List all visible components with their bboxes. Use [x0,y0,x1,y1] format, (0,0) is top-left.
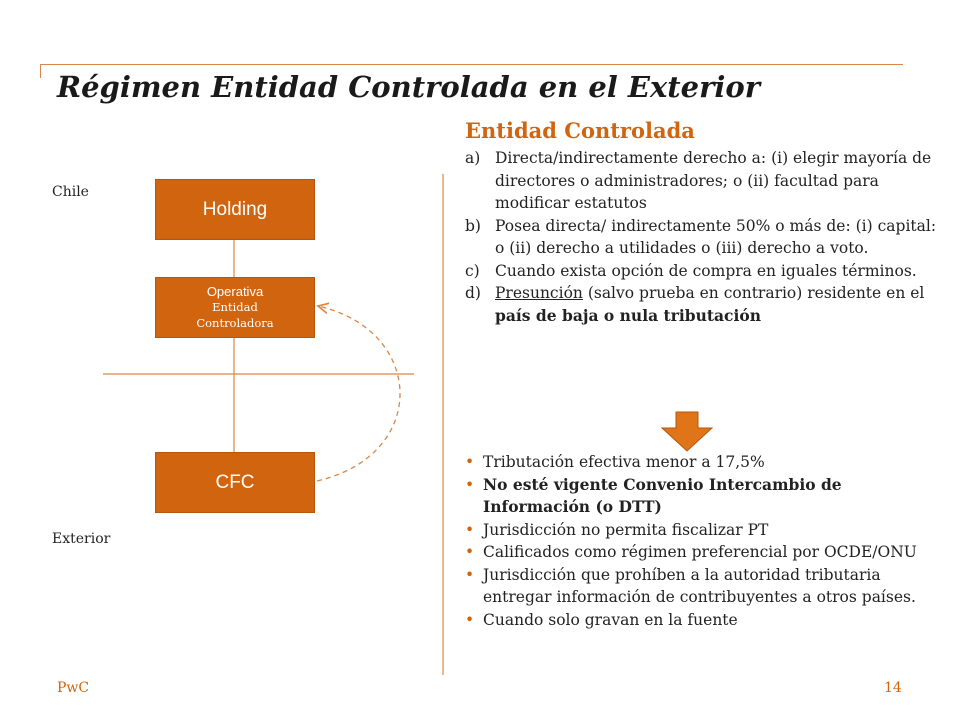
criterion-marker: a) [465,149,481,167]
criterion-text: Posea directa/ indirectamente 50% o más de: (i) capital: o (ii) derecho a utilidades o (iii) derecho a voto. [495,216,937,257]
condition-item [465,519,945,542]
criterion-bold: país de baja o nula tributación [495,305,761,325]
criterion-underline: Presunción [495,284,583,302]
condition-text: Cuando solo gravan en la fuente [483,610,738,629]
cfc-box [155,452,315,513]
condition-text: Jurisdicción no permita fiscalizar PT [483,520,769,539]
condition-item [465,541,945,564]
bullet-icon: • [465,453,475,471]
criterion-c [465,260,945,283]
criteria-list [465,147,945,327]
operativa-label: Operativa [206,284,264,299]
condition-item [465,609,945,632]
condition-text: Calificados como régimen preferencial por OCDE/ONU [483,543,917,561]
criterion-marker: d) [465,284,481,302]
criterion-marker: c) [465,261,480,280]
control-arrow [317,306,400,481]
conditions-list [465,451,945,631]
criterion-text: (salvo prueba en contrario) residente en el [582,284,925,302]
condition-item [465,451,945,474]
holding-box [155,179,315,240]
bullet-icon: • [465,565,475,584]
bullet-icon: • [465,520,475,539]
down-arrow-icon [662,412,712,451]
criterion-b [465,215,945,260]
label-chile: Chile [52,184,89,200]
criterion-text: Cuando exista opción de compra en iguales términos. [495,261,917,280]
entidad-panel [465,118,945,327]
cfc-label: CFC [215,471,255,493]
entidad-heading: Entidad Controlada [465,118,695,143]
bullet-icon: • [465,543,475,561]
footer-brand: PwC [57,680,90,696]
operativa-sublabel-1: Entidad [212,300,258,314]
page-number: 14 [884,680,902,696]
operativa-sublabel-2: Controladora [196,316,274,330]
bullet-icon: • [465,610,475,629]
criterion-text: Directa/indirectamente derecho a: (i) elegir mayoría de directores o administradores; o (ii) facultad para modificar estatutos [495,149,932,212]
criterion-d [465,282,945,327]
condition-item [465,474,945,519]
operativa-box [155,277,315,338]
condition-text: Tributación efectiva menor a 17,5% [483,453,765,471]
condition-text: No esté vigente Convenio Intercambio de Información (o DTT) [483,474,842,516]
label-exterior: Exterior [52,531,111,547]
condition-item [465,564,945,609]
holding-label: Holding [202,198,268,220]
criterion-a [465,147,945,215]
bullet-icon: • [465,475,475,494]
slide-title: Régimen Entidad Controlada en el Exterior [57,70,761,104]
condition-text: Jurisdicción que prohíben a la autoridad tributaria entregar información de contribuyentes a otros países. [483,565,916,606]
criterion-marker: b) [465,216,481,235]
